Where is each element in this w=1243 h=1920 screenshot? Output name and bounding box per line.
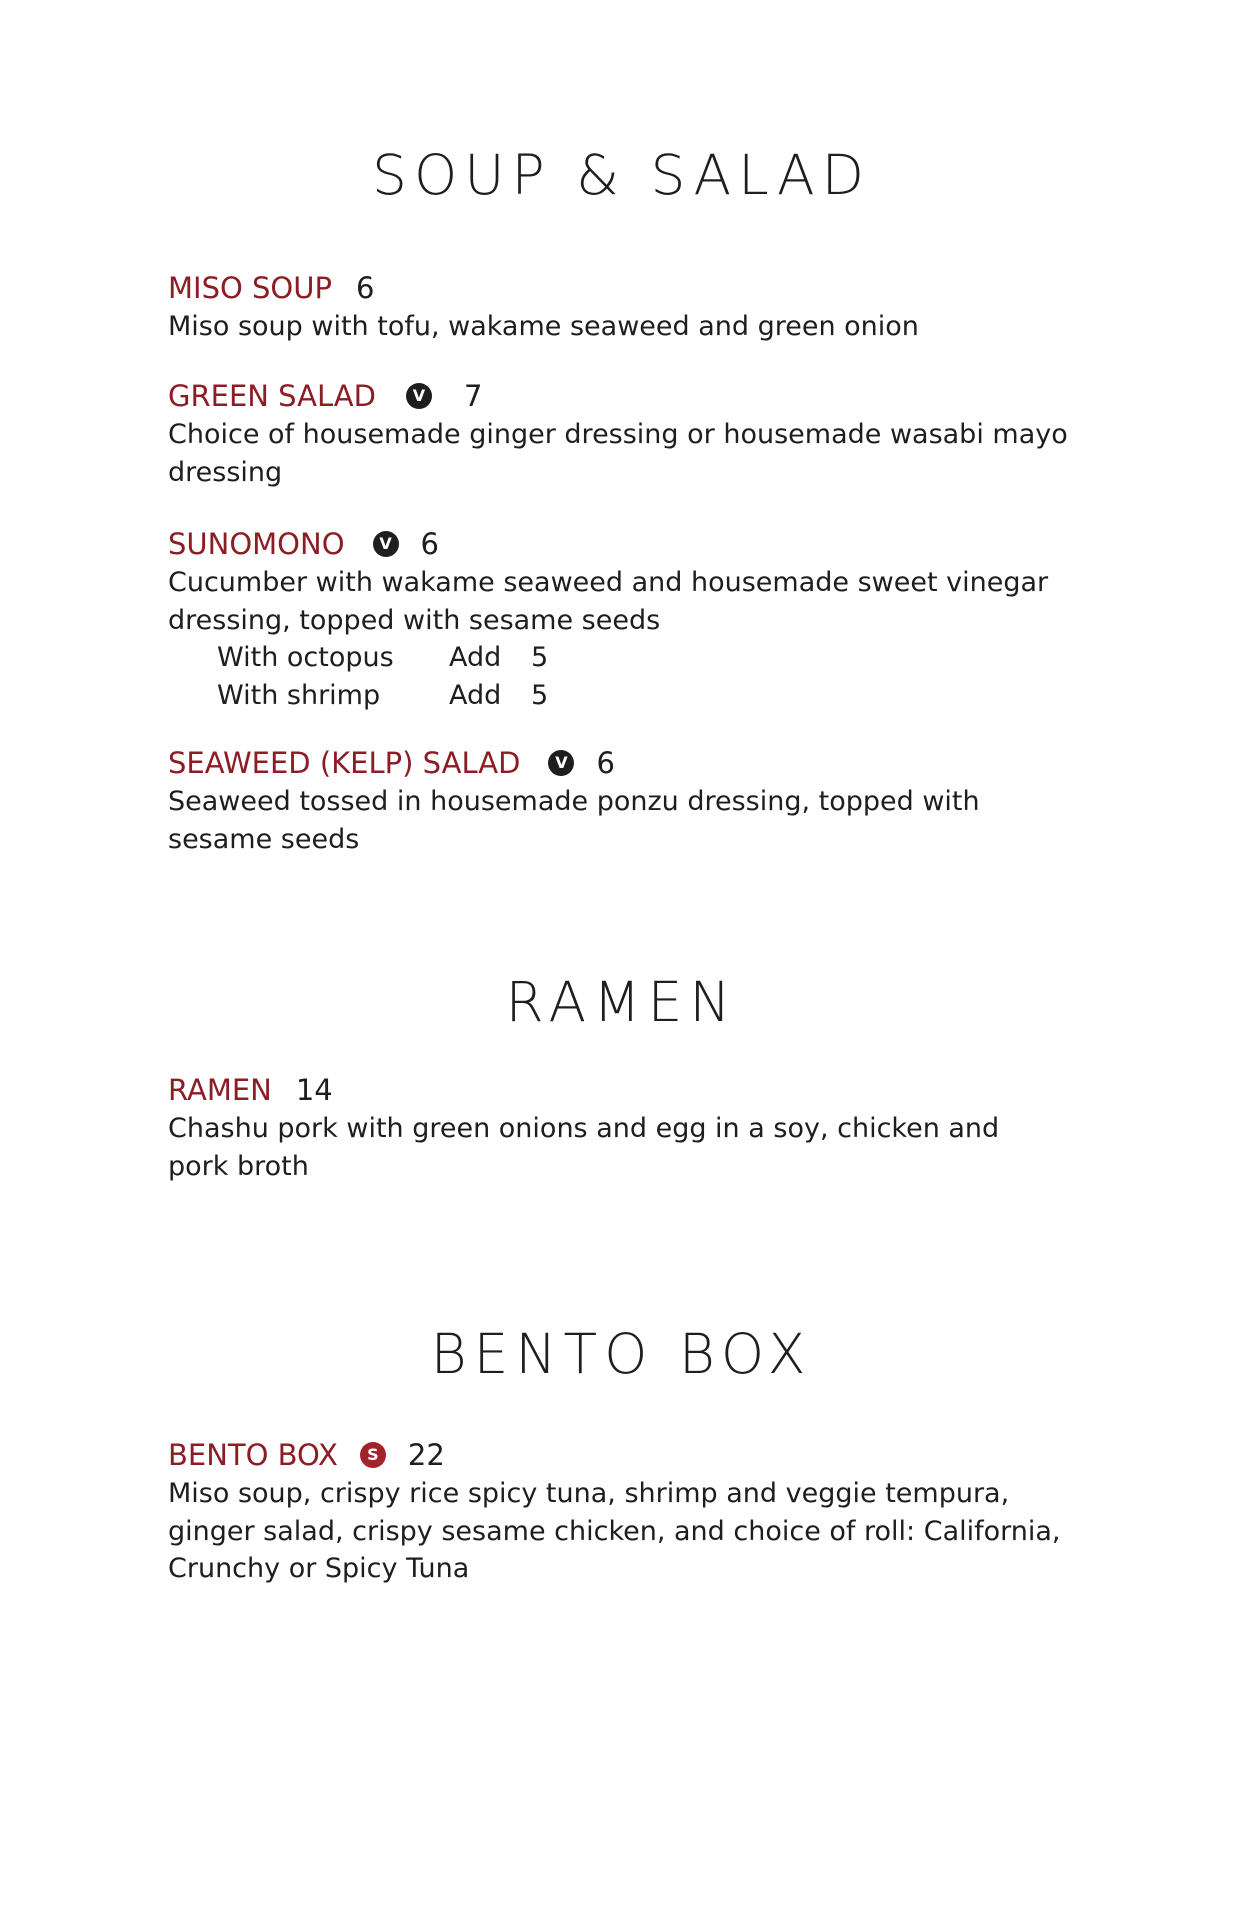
item-price: 6 bbox=[596, 746, 615, 780]
item-name: SEAWEED (KELP) SALAD bbox=[168, 746, 521, 780]
addon-add: Add bbox=[449, 679, 502, 711]
item-name: RAMEN bbox=[168, 1073, 272, 1107]
vegetarian-icon: V bbox=[406, 383, 432, 409]
addon-row bbox=[168, 639, 1068, 677]
item-name: SUNOMONO bbox=[168, 527, 345, 561]
menu-item-green-salad bbox=[168, 376, 1068, 491]
addon-row bbox=[168, 677, 1068, 715]
menu-item-seaweed-salad bbox=[168, 743, 1068, 858]
item-name: MISO SOUP bbox=[168, 271, 332, 305]
item-description: Chashu pork with green onions and egg in a soy, chicken and pork broth bbox=[168, 1113, 1000, 1182]
item-description: Miso soup, crispy rice spicy tuna, shrimp and veggie tempura, ginger salad, crispy sesame chicken, and choice of roll: California, Crunchy or Spicy Tuna bbox=[168, 1478, 1061, 1584]
vegetarian-icon: V bbox=[373, 531, 399, 557]
section-title-bento-box: BENTO BOX bbox=[430, 1322, 813, 1386]
menu-item-sunomono bbox=[168, 524, 1068, 714]
spicy-icon: S bbox=[360, 1442, 386, 1468]
item-name: BENTO BOX bbox=[168, 1438, 338, 1472]
item-description: Miso soup with tofu, wakame seaweed and green onion bbox=[168, 311, 919, 342]
item-price: 22 bbox=[407, 1438, 445, 1472]
item-description: Cucumber with wakame seaweed and housemade sweet vinegar dressing, topped with sesame seeds bbox=[168, 567, 1049, 636]
addon-price: 5 bbox=[531, 642, 549, 673]
addon-label: With octopus bbox=[217, 642, 394, 673]
menu-item-ramen bbox=[168, 1070, 1068, 1185]
item-name: GREEN SALAD bbox=[168, 379, 376, 413]
vegetarian-icon: V bbox=[548, 750, 574, 776]
addon-add: Add bbox=[449, 642, 502, 673]
menu-item-bento-box bbox=[168, 1435, 1068, 1588]
section-title-soup-salad: SOUP & SALAD bbox=[372, 143, 871, 207]
section-title-ramen: RAMEN bbox=[505, 970, 738, 1034]
item-price: 6 bbox=[355, 271, 375, 305]
item-price: 6 bbox=[420, 527, 439, 561]
addon-price: 5 bbox=[531, 679, 549, 711]
menu-item-miso-soup bbox=[168, 268, 1068, 346]
item-price: 7 bbox=[463, 379, 483, 413]
item-description: Choice of housemade ginger dressing or housemade wasabi mayo dressing bbox=[168, 419, 1068, 488]
item-price: 14 bbox=[295, 1073, 333, 1107]
item-description: Seaweed tossed in housemade ponzu dressing, topped with sesame seeds bbox=[168, 786, 980, 855]
addon-label: With shrimp bbox=[217, 679, 381, 711]
